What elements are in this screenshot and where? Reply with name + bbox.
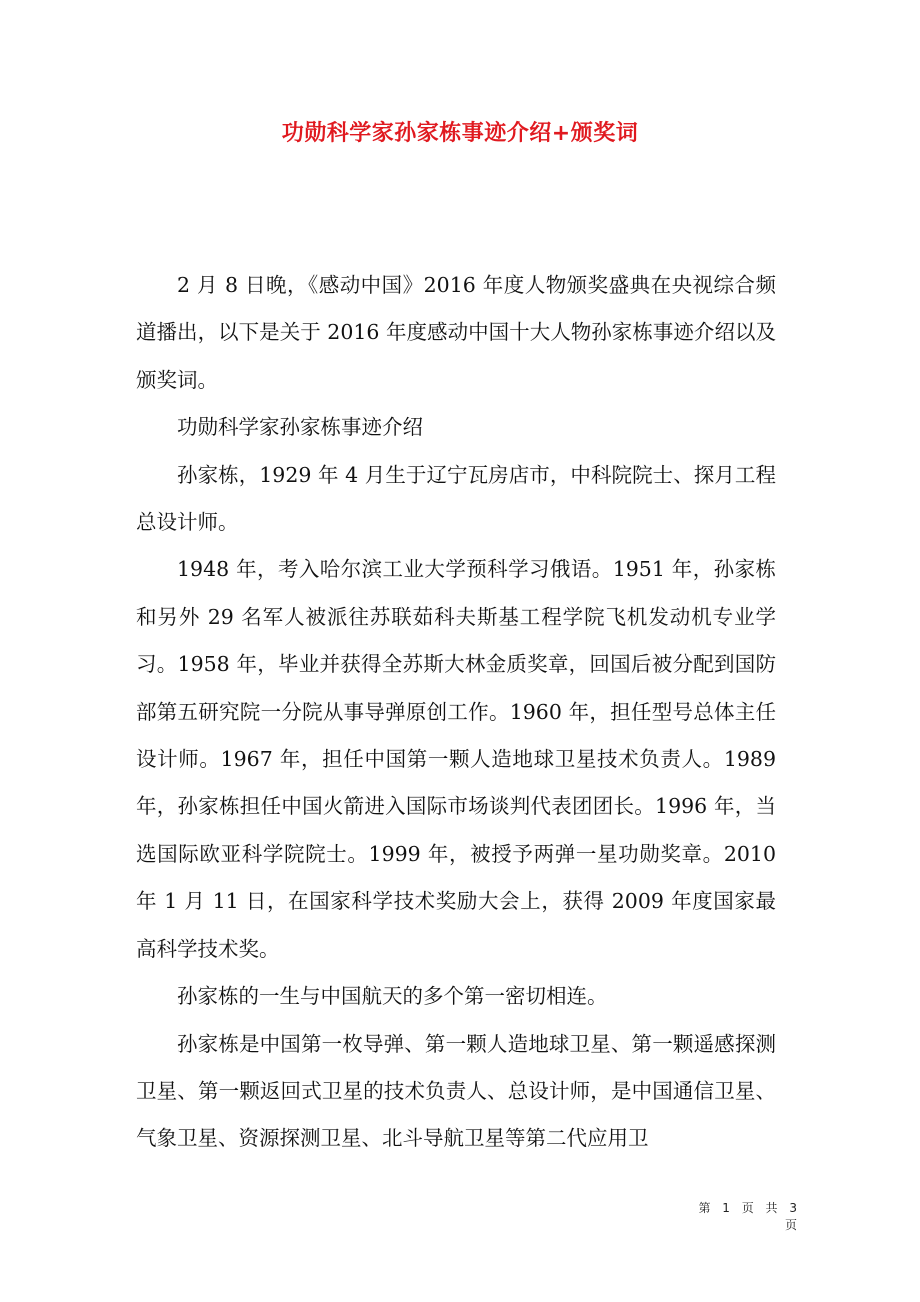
document-title: 功勋科学家孙家栋事迹介绍+颁奖词 [281, 121, 639, 146]
paragraph-birth: 孙家栋，1929 年 4 月生于辽宁瓦房店市，中科院院士、探月工程总设计师。 [136, 462, 776, 535]
page-number-footer: 第 1 页 共 3 页 [698, 1201, 800, 1232]
paragraph-firsts-summary: 孙家栋的一生与中国航天的多个第一密切相连。 [177, 984, 608, 1009]
document-body [136, 262, 776, 1163]
section-heading: 功勋科学家孙家栋事迹介绍 [177, 415, 423, 440]
paragraph-firsts-detail: 孙家栋是中国第一枚导弹、第一颗人造地球卫星、第一颗遥感探测卫星、第一颗返回式卫星的技术负责人、总设计师，是中国通信卫星、气象卫星、资源探测卫星、北斗导航卫星等第二代应用卫 [136, 1031, 776, 1151]
paragraph-career: 1948 年，考入哈尔滨工业大学预科学习俄语。1951 年，孙家栋和另外 29 名军人被派往苏联茹科夫斯基工程学院飞机发动机专业学习。1958 年，毕业并获得全苏斯大林金质奖章，回国后被分配到国防部第五研究院一分院从事导弹原创工作。1960 年，担任型号总体主任设计师。1967 年，担任中国第一颗人造地球卫星技术负责人。1989 年，孙家栋担任中国火箭进入国际市场谈判代表团团长。1996 年，当选国际欧亚科学院院士。1999 年，被授予两弹一星功勋奖章。2010 年 1 月 11 日，在国家科学技术奖励大会上，获得 2009 年度国家最高科学技术奖。 [136, 557, 776, 961]
paragraph-intro: 2 月 8 日晚，《感动中国》2016 年度人物颁奖盛典在央视综合频道播出，以下是关于 2016 年度感动中国十大人物孙家栋事迹介绍以及颁奖词。 [136, 273, 776, 392]
